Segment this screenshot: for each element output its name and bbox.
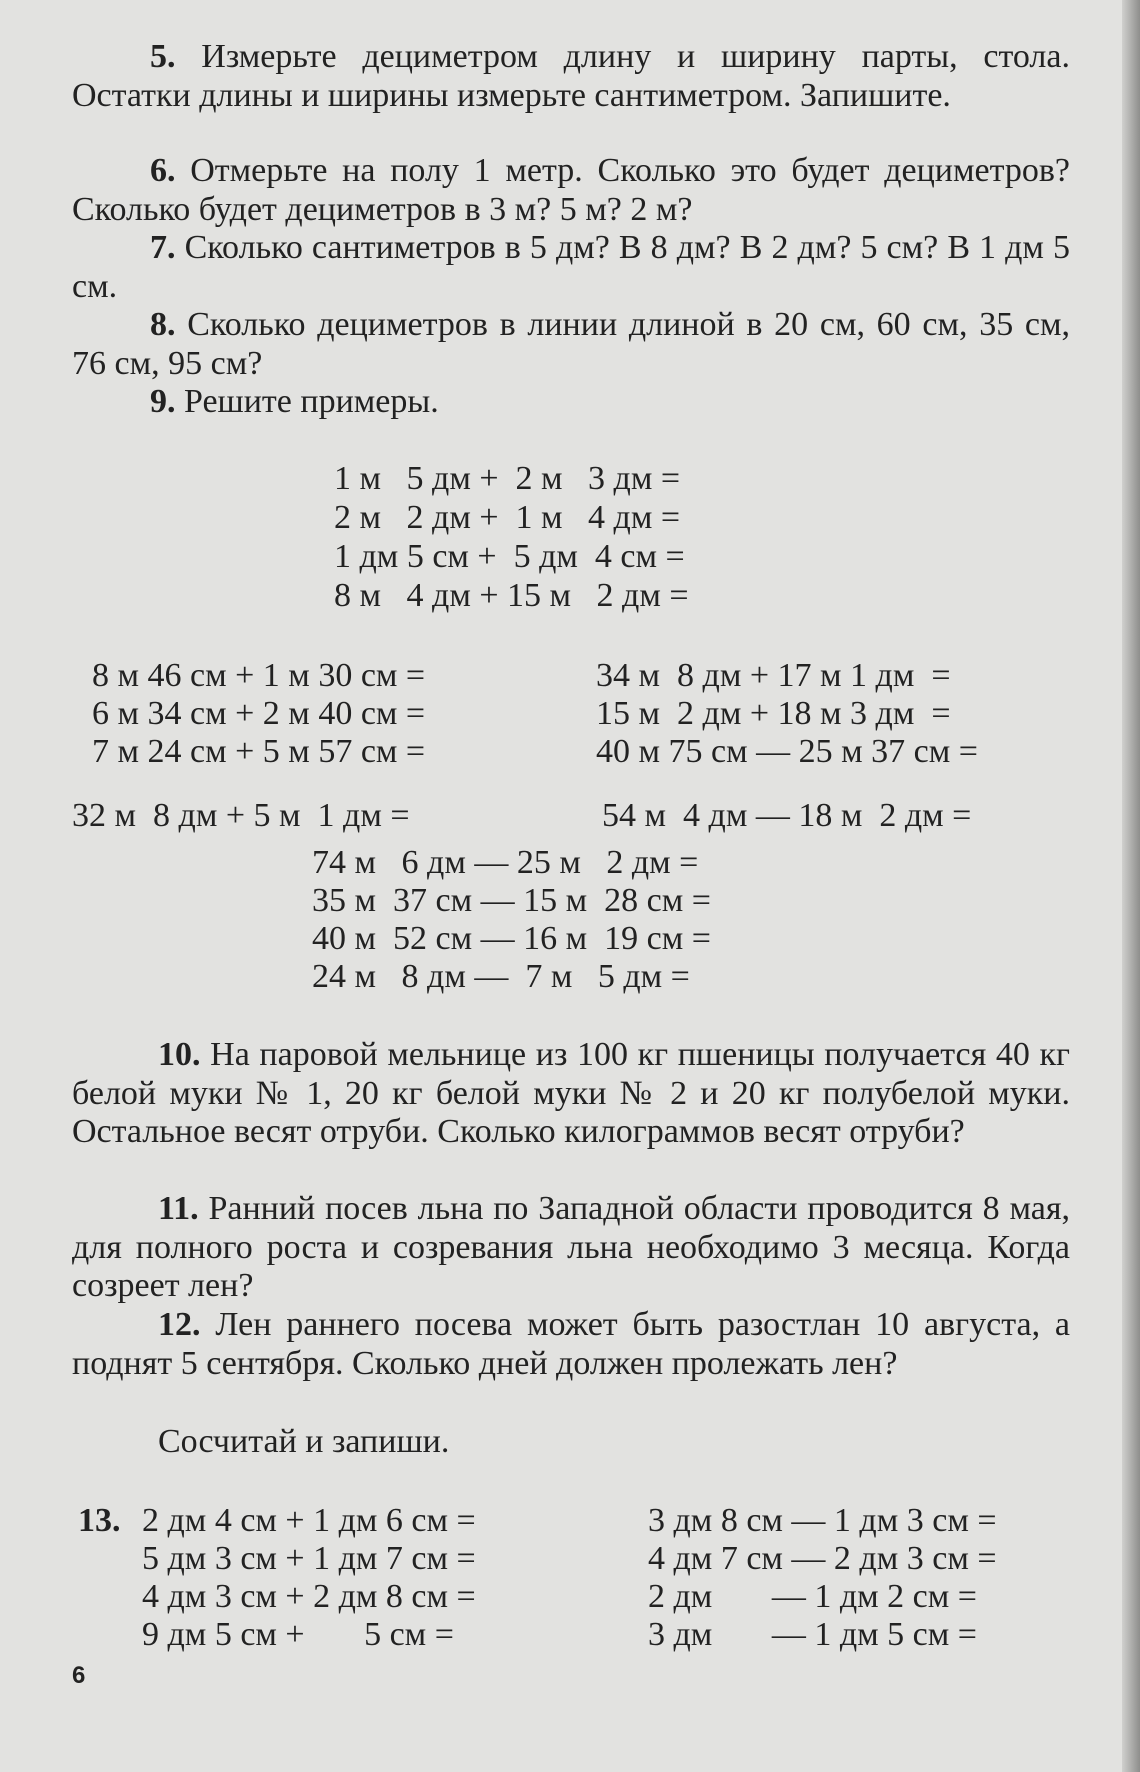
example: 35 м 37 см — 15 м 28 см = <box>312 882 711 919</box>
example: 9 дм 5 см + 5 см = <box>142 1616 454 1653</box>
example: 74 м 6 дм — 25 м 2 дм = <box>312 844 699 881</box>
example: 2 дм 4 см + 1 дм 6 см = <box>142 1502 476 1539</box>
task-10: 10. На паровой мельнице из 100 кг пшеницы получается 40 кг белой муки № 1, 20 кг белой муки № 2 и 20 кг полубелой муки. Остальное весят отруби. Сколько килограммов весят отруби? <box>72 1036 1071 1150</box>
task-8: 8. Сколько дециметров в линии длиной в 20 см, 60 см, 35 см, 76 см, 95 см? <box>72 306 1071 382</box>
example: 8 м 46 см + 1 м 30 см = <box>92 657 426 694</box>
task-number: 13. <box>78 1502 121 1539</box>
example: 32 м 8 дм + 5 м 1 дм = <box>72 797 410 834</box>
example: 54 м 4 дм — 18 м 2 дм = <box>602 797 972 834</box>
example: 2 м 2 дм + 1 м 4 дм = <box>334 499 681 536</box>
example: 1 дм 5 см + 5 дм 4 см = <box>334 538 685 575</box>
task-6: 6. Отмерьте на полу 1 метр. Сколько это будет дециметров? Сколько будет дециметров в 3 м? 5 м? 2 м? <box>72 152 1070 228</box>
task-7: 7. Сколько сантиметров в 5 дм? В 8 дм? В 2 дм? 5 см? В 1 дм 5 см. <box>72 229 1071 305</box>
example: 4 дм 3 см + 2 дм 8 см = <box>142 1578 476 1615</box>
example: 15 м 2 дм + 18 м 3 дм = <box>596 695 951 732</box>
example: 4 дм 7 см — 2 дм 3 см = <box>648 1540 997 1577</box>
page-number: 6 <box>72 1662 86 1689</box>
task-12: 12. Лен раннего посева может быть разостлан 10 августа, а поднят 5 сентября. Сколько дней должен пролежать лен? <box>72 1306 1070 1382</box>
example: 40 м 52 см — 16 м 19 см = <box>312 920 711 957</box>
example: 6 м 34 см + 2 м 40 см = <box>92 695 426 732</box>
task-9: 9. Решите примеры. <box>150 383 439 420</box>
example: 1 м 5 дм + 2 м 3 дм = <box>334 460 681 497</box>
example: 24 м 8 дм — 7 м 5 дм = <box>312 958 690 995</box>
example: 3 дм — 1 дм 5 см = <box>648 1616 977 1653</box>
example: 8 м 4 дм + 15 м 2 дм = <box>334 577 689 614</box>
example: 3 дм 8 см — 1 дм 3 см = <box>648 1502 997 1539</box>
example: 7 м 24 см + 5 м 57 см = <box>92 733 426 770</box>
example: 40 м 75 см — 25 м 37 см = <box>596 733 978 770</box>
example: 34 м 8 дм + 17 м 1 дм = <box>596 657 951 694</box>
task-11: 11. Ранний посев льна по Западной области проводится 8 мая, для полного роста и созревания льна необходимо 3 месяца. Когда созреет лен? <box>72 1190 1070 1304</box>
page-edge-shadow <box>1122 0 1140 1772</box>
example: 5 дм 3 см + 1 дм 7 см = <box>142 1540 476 1577</box>
section-heading: Сосчитай и запиши. <box>158 1423 450 1460</box>
example: 2 дм — 1 дм 2 см = <box>648 1578 977 1615</box>
task-5: 5. Измерьте дециметром длину и ширину парты, стола. Остатки длины и ширины измерьте сантиметром. Запишите. <box>72 38 1070 114</box>
